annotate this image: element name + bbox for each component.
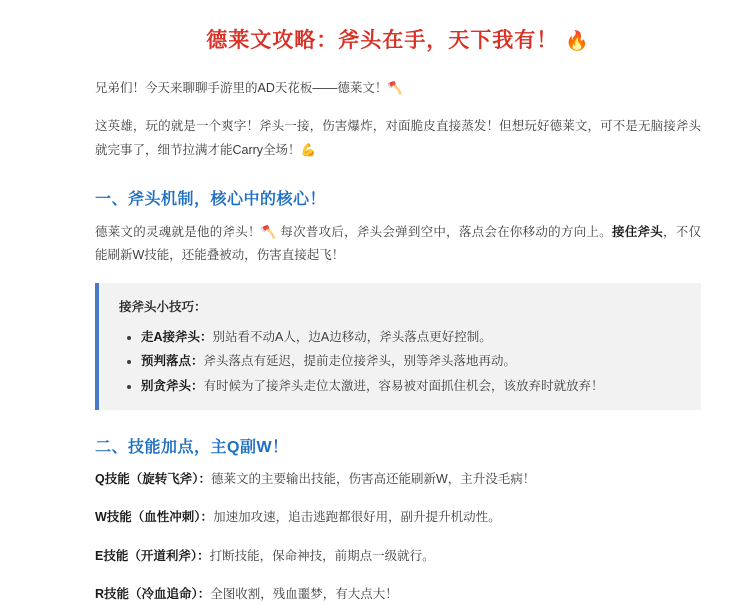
tip-label: 别贪斧头：	[141, 378, 204, 393]
tips-callout	[95, 283, 701, 410]
skill-name-r: R技能（冷血追命）：	[95, 586, 211, 601]
axe-mechanic-text-b: ，不仅能刷新W技能，还能叠被动，伤害直接起飞！	[95, 224, 701, 262]
intro-paragraph-1: 兄弟们！今天来聊聊手游里的AD天花板——德莱文！🪓	[95, 81, 403, 96]
axe-mechanic-emphasis: 接住斧头	[611, 224, 663, 239]
tip-text: 有时候为了接斧头走位太激进，容易被对面抓住机会，该放弃时就放弃！	[203, 378, 604, 393]
intro-paragraph-2-text: 这英雄，玩的就是一个爽字！斧头一接，伤害爆炸，对面脆皮直接蒸发！但想玩好德莱文，可不是无脑接斧头就完事了，细节拉满才能Carry全场！	[95, 118, 701, 157]
tip-label: 预判落点：	[141, 354, 204, 369]
skill-entry-w	[95, 507, 701, 528]
list-item	[141, 349, 683, 373]
tips-callout-title: 接斧头小技巧：	[119, 300, 207, 315]
fire-icon: 🔥	[565, 30, 590, 52]
axe-mechanic-paragraph	[95, 221, 701, 267]
muscle-icon: 💪	[300, 141, 317, 157]
skill-entry-q	[95, 469, 701, 490]
skill-desc-w: 加速加攻速，追击逃跑都很好用，副升提升机动性。	[213, 510, 501, 525]
skill-entry-e	[95, 546, 701, 567]
skill-name-q: Q技能（旋转飞斧）：	[95, 472, 211, 487]
tip-text: 别站看不动A人，边A边移动，斧头落点更好控制。	[212, 330, 492, 345]
list-item	[141, 325, 683, 349]
axe-mechanic-text-a: 德莱文的灵魂就是他的斧头！🪓 每次普攻后，斧头会弹到空中，落点会在你移动的方向上。	[95, 224, 612, 239]
section-heading-skill-order: 二、技能加点，主Q副W！	[95, 439, 289, 457]
tip-label: 走A接斧头：	[141, 330, 213, 345]
skill-name-w: W技能（血性冲刺）：	[95, 510, 214, 525]
skill-desc-e: 打断技能，保命神技，前期点一级就行。	[209, 548, 435, 563]
list-item	[141, 374, 683, 398]
intro-paragraph-2	[95, 115, 701, 162]
tip-text: 斧头落点有延迟，提前走位接斧头，别等斧头落地再动。	[203, 354, 517, 369]
skill-entry-r	[95, 584, 701, 605]
skill-desc-q: 德莱文的主要输出技能，伤害高还能刷新W，主升没毛病！	[210, 472, 536, 487]
skill-name-e: E技能（开道利斧）：	[95, 548, 210, 563]
page-title	[95, 26, 701, 55]
skill-desc-r: 全图收割，残血噩梦，有大点大！	[210, 586, 398, 601]
section-heading-axe-mechanic: 一、斧头机制，核心中的核心！	[95, 190, 327, 208]
page-title-text: 德莱文攻略：斧头在手，天下我有！	[206, 29, 559, 52]
tips-list	[119, 325, 683, 398]
